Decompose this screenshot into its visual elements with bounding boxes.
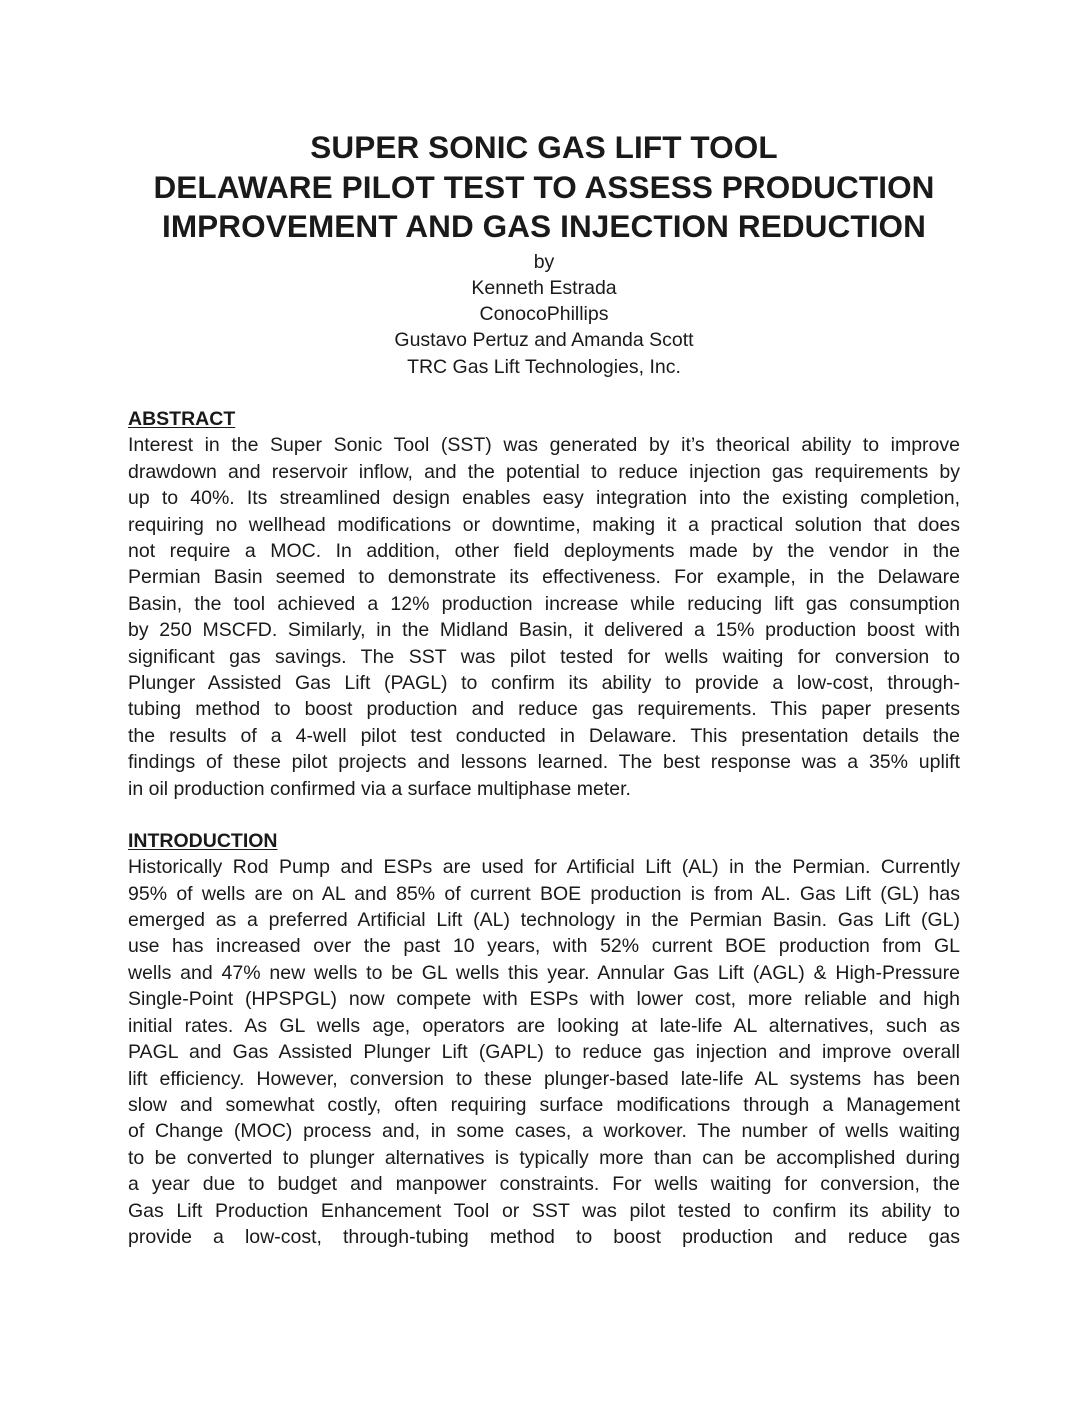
introduction-heading: INTRODUCTION xyxy=(128,829,278,852)
introduction-text-line: Single-Point (HPSPGL) now compete with ESPs with lower cost, more reliable and high xyxy=(128,988,960,1011)
title-line-1: SUPER SONIC GAS LIFT TOOL xyxy=(310,129,778,165)
introduction-text-line: lift efficiency. However, conversion to these plunger-based late-life AL systems has been xyxy=(128,1067,960,1090)
abstract-text-line: findings of these pilot projects and lessons learned. The best response was a 35% uplift xyxy=(128,751,960,774)
abstract-text-line: Basin, the tool achieved a 12% production increase while reducing lift gas consumption xyxy=(128,592,960,615)
introduction-text-line: provide a low-cost, through-tubing method to boost production and reduce gas xyxy=(128,1225,960,1248)
introduction-text-line: use has increased over the past 10 years, with 52% current BOE production from GL xyxy=(128,935,960,958)
introduction-text-line: initial rates. As GL wells age, operators are looking at late-life AL alternatives, such as xyxy=(128,1014,960,1037)
abstract-text-line: drawdown and reservoir inflow, and the potential to reduce injection gas requirements by xyxy=(128,460,960,483)
abstract-text-line: Plunger Assisted Gas Lift (PAGL) to confirm its ability to provide a low-cost, through- xyxy=(128,671,960,694)
abstract-text-line: by 250 MSCFD. Similarly, in the Midland Basin, it delivered a 15% production boost with xyxy=(128,619,960,642)
author-block xyxy=(128,249,960,380)
abstract-text-line: Interest in the Super Sonic Tool (SST) was generated by it’s theorical ability to improve xyxy=(128,434,960,457)
introduction-body xyxy=(128,854,960,1250)
introduction-text-line: a year due to budget and manpower constraints. For wells waiting for conversion, the xyxy=(128,1173,960,1196)
abstract-text-line: not require a MOC. In addition, other field deployments made by the vendor in the xyxy=(128,539,960,562)
title-line-3: IMPROVEMENT AND GAS INJECTION REDUCTION xyxy=(161,208,927,244)
abstract-text-line: the results of a 4-well pilot test conducted in Delaware. This presentation details the xyxy=(128,724,960,747)
abstract-text-line: Permian Basin seemed to demonstrate its effectiveness. For example, in the Delaware xyxy=(128,566,960,589)
author-name: Gustavo Pertuz and Amanda Scott xyxy=(394,329,694,352)
byline: by xyxy=(533,250,555,273)
introduction-text-line: wells and 47% new wells to be GL wells this year. Annular Gas Lift (AGL) & High-Pressure xyxy=(128,961,960,984)
author-affiliation: ConocoPhillips xyxy=(479,303,609,326)
paper-page xyxy=(128,128,960,1250)
title-line-2: DELAWARE PILOT TEST TO ASSESS PRODUCTION xyxy=(153,168,935,205)
introduction-text-line: 95% of wells are on AL and 85% of current BOE production is from AL. Gas Lift (GL) has xyxy=(128,882,960,905)
introduction-text-line: slow and somewhat costly, often requiring surface modifications through a Management xyxy=(128,1093,960,1116)
abstract-body xyxy=(128,432,960,802)
author-name: Kenneth Estrada xyxy=(471,276,617,299)
abstract-text-line: significant gas savings. The SST was pilot tested for wells waiting for conversion to xyxy=(128,645,960,668)
abstract-text-line: up to 40%. Its streamlined design enables easy integration into the existing completion, xyxy=(128,487,960,510)
author-affiliation: TRC Gas Lift Technologies, Inc. xyxy=(407,355,681,378)
introduction-text-line: emerged as a preferred Artificial Lift (AL) technology in the Permian Basin. Gas Lift (GL) xyxy=(128,909,960,932)
paper-title xyxy=(128,128,960,247)
introduction-text-line: PAGL and Gas Assisted Plunger Lift (GAPL) to reduce gas injection and improve overall xyxy=(128,1041,960,1064)
abstract-text-line: requiring no wellhead modifications or downtime, making it a practical solution that does xyxy=(128,513,960,536)
abstract-text-line: in oil production confirmed via a surface multiphase meter. xyxy=(128,777,631,800)
introduction-text-line: Historically Rod Pump and ESPs are used for Artificial Lift (AL) in the Permian. Currently xyxy=(128,856,960,879)
introduction-text-line: to be converted to plunger alternatives is typically more than can be accomplished during xyxy=(128,1146,960,1169)
introduction-text-line: Gas Lift Production Enhancement Tool or SST was pilot tested to confirm its ability to xyxy=(128,1199,960,1222)
abstract-heading: ABSTRACT xyxy=(128,407,236,430)
introduction-text-line: of Change (MOC) process and, in some cases, a workover. The number of wells waiting xyxy=(128,1120,960,1143)
abstract-text-line: tubing method to boost production and reduce gas requirements. This paper presents xyxy=(128,698,960,721)
